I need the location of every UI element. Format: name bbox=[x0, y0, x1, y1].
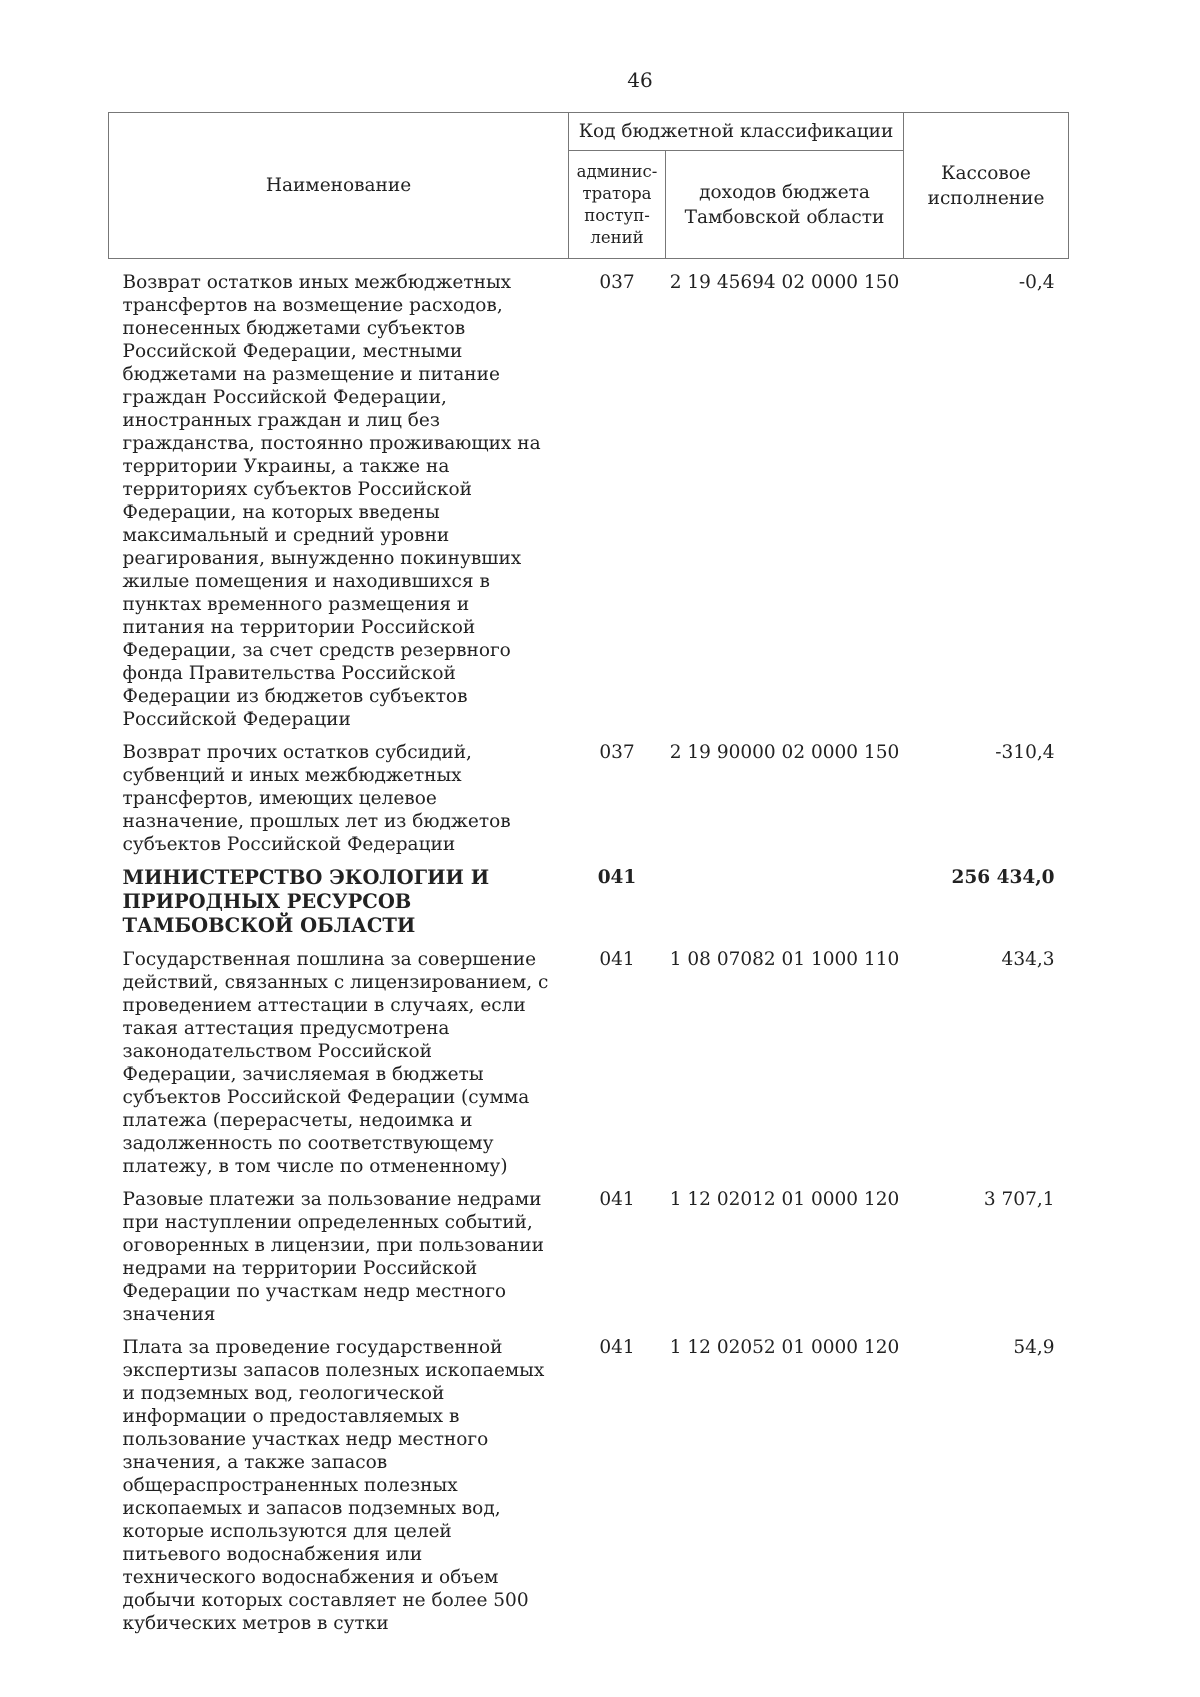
row-name: МИНИСТЕРСТВО ЭКОЛОГИИ И ПРИРОДНЫХ РЕСУРСОВ ТАМБОВСКОЙ ОБЛАСТИ bbox=[122, 866, 490, 937]
table-row bbox=[109, 259, 1069, 742]
row-name: Государственная пошлина за совершение действий, связанных с лицензированием, с проведением аттестации в случаях, если такая аттестация предусмотрена законодательством Российской Федерации, зачисляемая в бюджеты субъектов Российской Федерации (сумма платежа (перерасчеты, недоимка и задолженность по соответствующему платежу, в том числе по отмененному) bbox=[122, 949, 549, 1177]
row-name: Возврат остатков иных межбюджетных трансфертов на возмещение расходов, понесенных бюджетами субъектов Российской Федерации, местными бюджетами на размещение и питание граждан Российской Федерации, иностранных граждан и лиц без гражданства, постоянно проживающих на территории Украины, а также на территориях субъектов Российской Федерации, на которых введены максимальный и средний уровни реагирования, вынужденно покинувших жилые помещения и находившихся в пунктах временного размещения и питания на территории Российской Федерации, за счет средств резервного фонда Правительства Российской Федерации из бюджетов субъектов Российской Федерации bbox=[122, 272, 541, 730]
row-name: Разовые платежи за пользование недрами при наступлении определенных событий, оговоренных в лицензии, при пользовании недрами на территории Российской Федерации по участкам недр местного значения bbox=[122, 1189, 544, 1325]
row-admin-code: 041 bbox=[597, 867, 637, 888]
row-amount: -0,4 bbox=[1018, 272, 1055, 293]
row-admin-code: 037 bbox=[599, 272, 635, 293]
row-name: Возврат прочих остатков субсидий, субвенций и иных межбюджетных трансфертов, имеющих целевое назначение, прошлых лет из бюджетов субъектов Российской Федерации bbox=[122, 742, 511, 855]
row-name: Плата за проведение государственной экспертизы запасов полезных ископаемых и подземных вод, геологической информации о предоставляемых в пользование участках недр местного значения, а также запасов общераспространенных полезных ископаемых и запасов подземных вод, которые используются для целей питьевого водоснабжения или технического водоснабжения и объем добычи которых составляет не более 500 кубических метров в сутки bbox=[122, 1337, 545, 1634]
row-amount: 54,9 bbox=[1013, 1337, 1055, 1358]
header-revenue-code: доходов бюджета Тамбовской области bbox=[666, 151, 904, 259]
row-revenue-code bbox=[666, 866, 904, 948]
table-header bbox=[109, 113, 1069, 259]
row-admin-code: 037 bbox=[599, 742, 635, 763]
budget-table bbox=[108, 112, 1069, 1645]
row-amount: 3 707,1 bbox=[983, 1189, 1055, 1210]
table-body bbox=[109, 259, 1069, 1646]
table-row bbox=[109, 948, 1069, 1188]
header-admin: админис- тратора поступ- лений bbox=[569, 151, 666, 259]
row-admin-code: 041 bbox=[599, 1337, 635, 1358]
header-classification-group: Код бюджетной классификации bbox=[569, 113, 904, 151]
row-revenue-code: 1 12 02052 01 0000 120 bbox=[669, 1337, 900, 1358]
row-amount: -310,4 bbox=[995, 742, 1055, 763]
table-row bbox=[109, 1336, 1069, 1645]
row-amount: 256 434,0 bbox=[951, 867, 1055, 888]
table-row-ministry bbox=[109, 866, 1069, 948]
table-row bbox=[109, 1188, 1069, 1336]
row-amount: 434,3 bbox=[1001, 949, 1055, 970]
row-revenue-code: 2 19 45694 02 0000 150 bbox=[669, 272, 900, 293]
table-row bbox=[109, 741, 1069, 866]
header-name: Наименование bbox=[109, 113, 569, 259]
row-revenue-code: 1 12 02012 01 0000 120 bbox=[669, 1189, 900, 1210]
row-admin-code: 041 bbox=[599, 1189, 635, 1210]
row-revenue-code: 1 08 07082 01 1000 110 bbox=[669, 949, 900, 970]
header-execution: Кассовое исполнение bbox=[904, 113, 1069, 259]
row-admin-code: 041 bbox=[599, 949, 635, 970]
row-revenue-code: 2 19 90000 02 0000 150 bbox=[669, 742, 900, 763]
page-number: 46 bbox=[627, 68, 653, 92]
